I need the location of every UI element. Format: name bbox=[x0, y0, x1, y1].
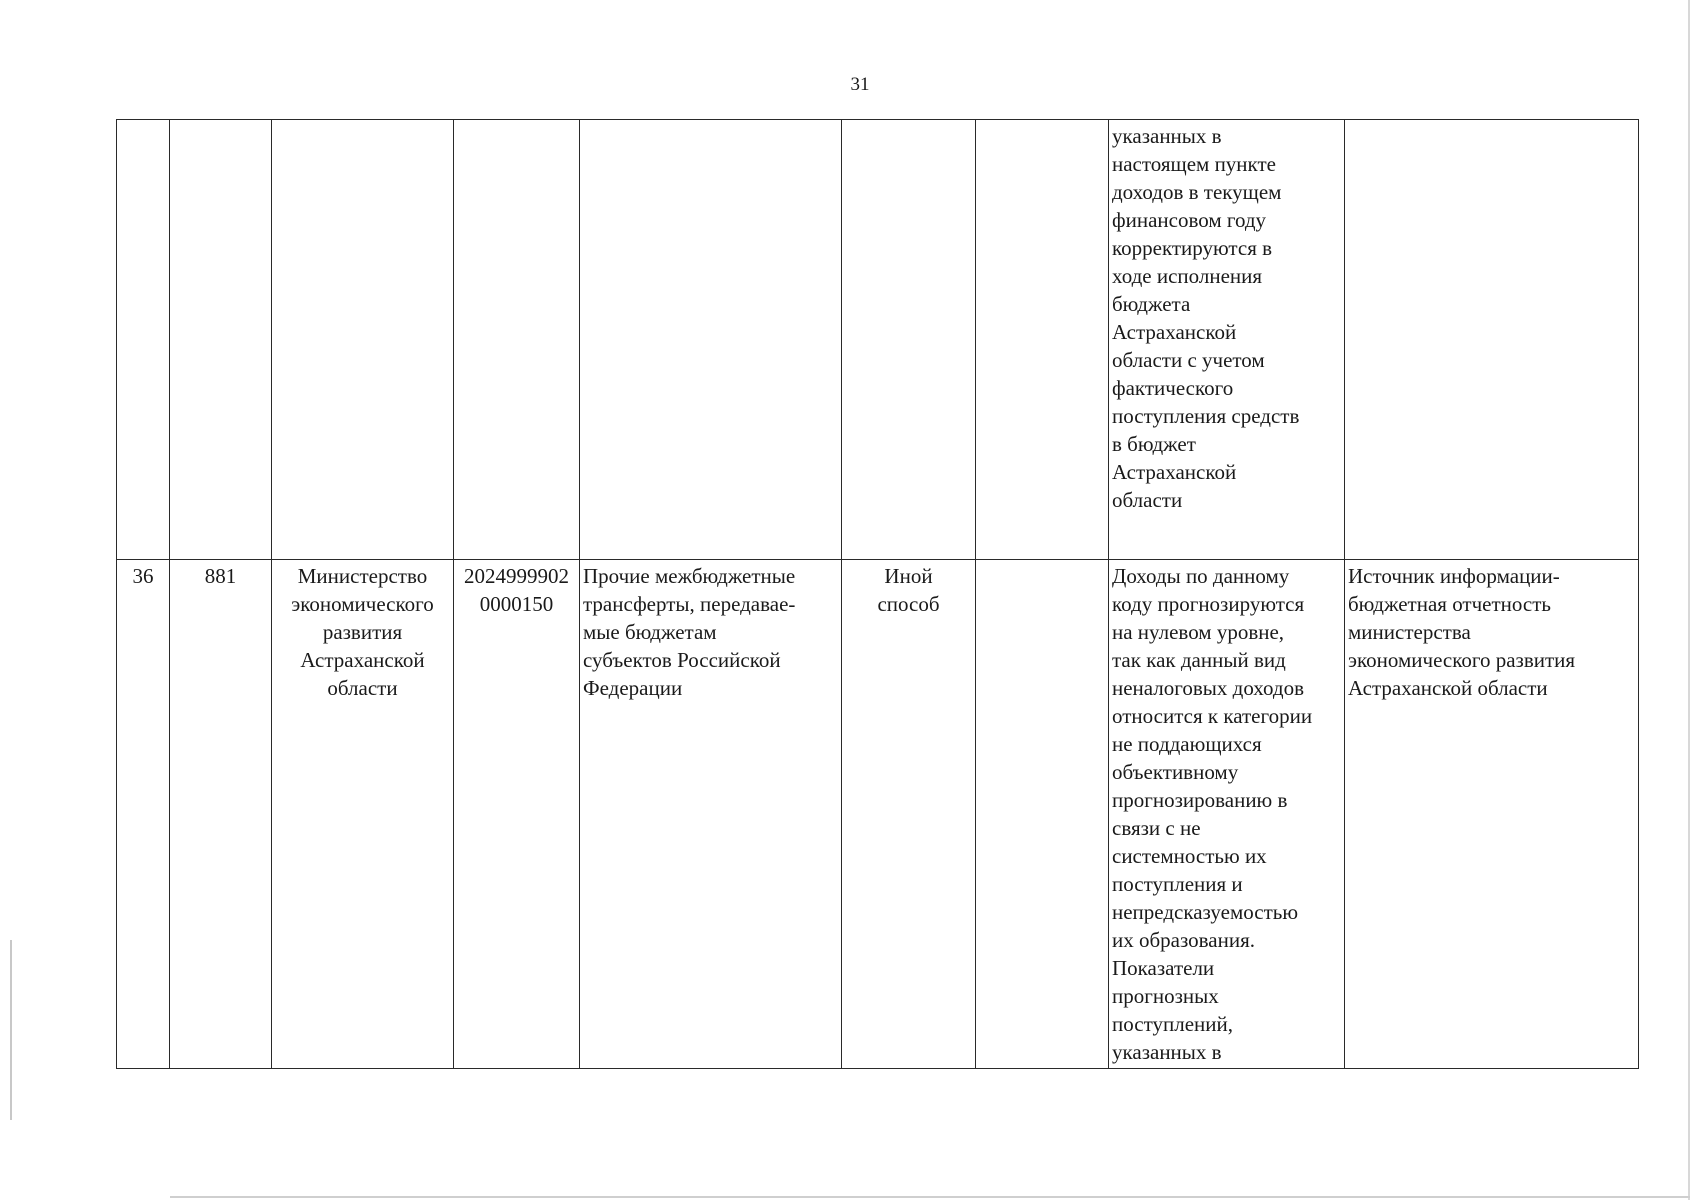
cell-method bbox=[842, 120, 976, 560]
cell-income-code: 2024999902 0000150 bbox=[454, 560, 580, 1069]
page-number: 31 bbox=[850, 74, 870, 95]
cell-formula bbox=[976, 120, 1109, 560]
scan-edge bbox=[10, 940, 12, 1120]
cell-num bbox=[117, 120, 170, 560]
cell-formula bbox=[976, 560, 1109, 1069]
cell-source: Источник информации- бюджетная отчетность министерства экономического развития Астраханской области bbox=[1345, 560, 1639, 1069]
cell-source bbox=[1345, 120, 1639, 560]
cell-num: 36 bbox=[117, 560, 170, 1069]
cell-admin-code: 881 bbox=[170, 560, 272, 1069]
cell-income-name: Прочие межбюджетные трансферты, передавае- мые бюджетам субъектов Российской Федерации bbox=[580, 560, 842, 1069]
cell-admin-name bbox=[272, 120, 454, 560]
revenue-forecast-table bbox=[116, 119, 1639, 1069]
cell-algorithm: Доходы по данному коду прогнозируются на нулевом уровне, так как данный вид неналоговых доходов относится к категории не поддающихся объективному прогнозированию в связи с не системностью их поступления и непредсказуемостью их образования. Показатели прогнозных поступлений, указанных в bbox=[1109, 560, 1345, 1069]
cell-admin-code bbox=[170, 120, 272, 560]
scan-edge bbox=[170, 1196, 1690, 1198]
table-row bbox=[117, 120, 1639, 560]
table-row bbox=[117, 560, 1639, 1069]
cell-income-name bbox=[580, 120, 842, 560]
cell-admin-name: Министерство экономического развития Астраханской области bbox=[272, 560, 454, 1069]
cell-algorithm: указанных в настоящем пункте доходов в текущем финансовом году корректируются в ходе исполнения бюджета Астраханской области с учетом фактического поступления средств в бюджет Астраханской области bbox=[1109, 120, 1345, 560]
cell-method: Иной способ bbox=[842, 560, 976, 1069]
scan-edge bbox=[1688, 0, 1690, 1200]
cell-income-code bbox=[454, 120, 580, 560]
